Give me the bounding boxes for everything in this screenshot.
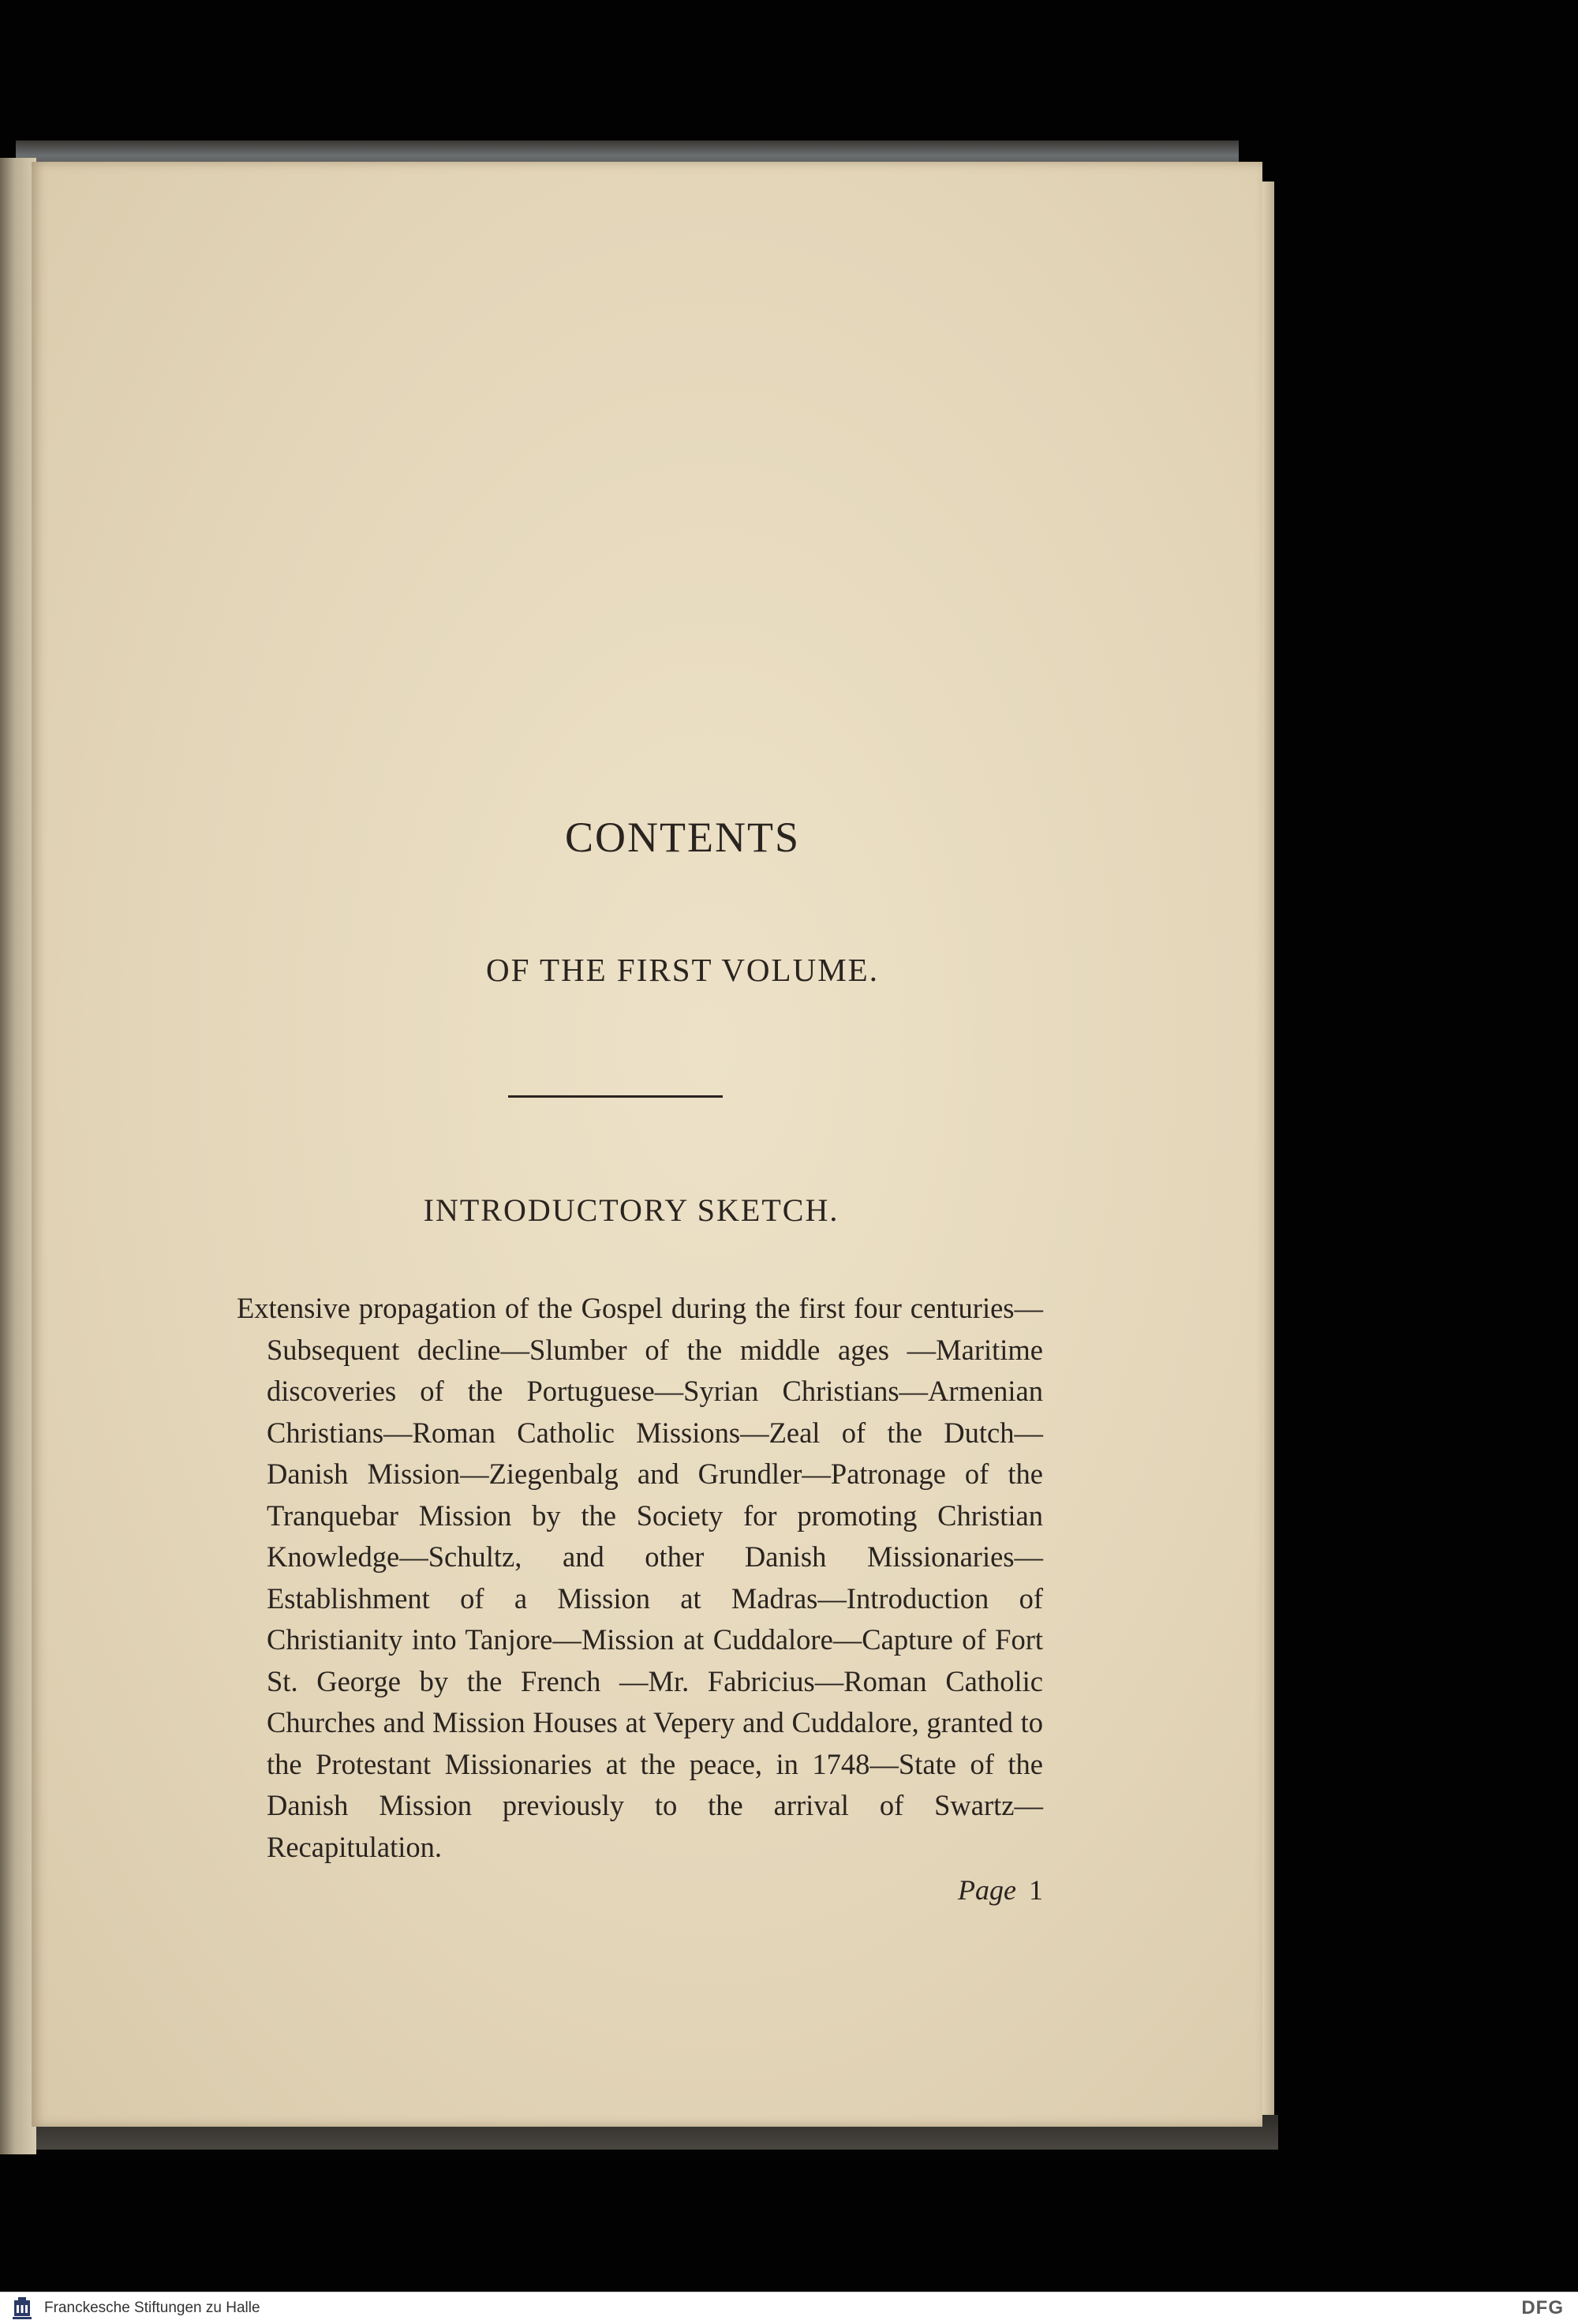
page-subtitle: OF THE FIRST VOLUME. <box>486 952 879 988</box>
horizontal-rule <box>508 1095 723 1098</box>
viewer-footer <box>0 2292 1578 2324</box>
page-reference <box>868 1873 1043 1907</box>
contents-paragraph: Extensive propagation of the Gospel during the first four centuries—Subsequent decline—Slumber of the middle ages —Maritime discoveries of the Portuguese—Syrian Christians—Armenian Christians—Roman Catholic Missions—Zeal of the Dutch—Danish Mission—Ziegenbalg and Grundler—Patronage of the Tranquebar Mission by the Society for promoting Christian Knowledge—Schultz, and other Danish Missionaries—Establishment of a Mission at Madras—Introduction of Christianity into Tanjore—Mission at Cuddalore—Capture of Fort St. George by the French —Mr. Fabricius—Roman Catholic Churches and Mission Houses at Vepery and Cuddalore, granted to the Protestant Missionaries at the peace, in 1748—State of the Danish Mission previously to the arrival of Swartz—Recapitulation. <box>237 1292 1043 1863</box>
dfg-logo: DFG <box>1521 2297 1564 2318</box>
page-number: 1 <box>1029 1874 1043 1906</box>
institution-name: Franckesche Stiftungen zu Halle <box>44 2300 260 2316</box>
institution-logo-icon <box>11 2296 33 2321</box>
page-label: Page <box>958 1874 1016 1906</box>
section-heading: INTRODUCTORY SKETCH. <box>423 1192 839 1228</box>
page-title: CONTENTS <box>565 814 800 861</box>
